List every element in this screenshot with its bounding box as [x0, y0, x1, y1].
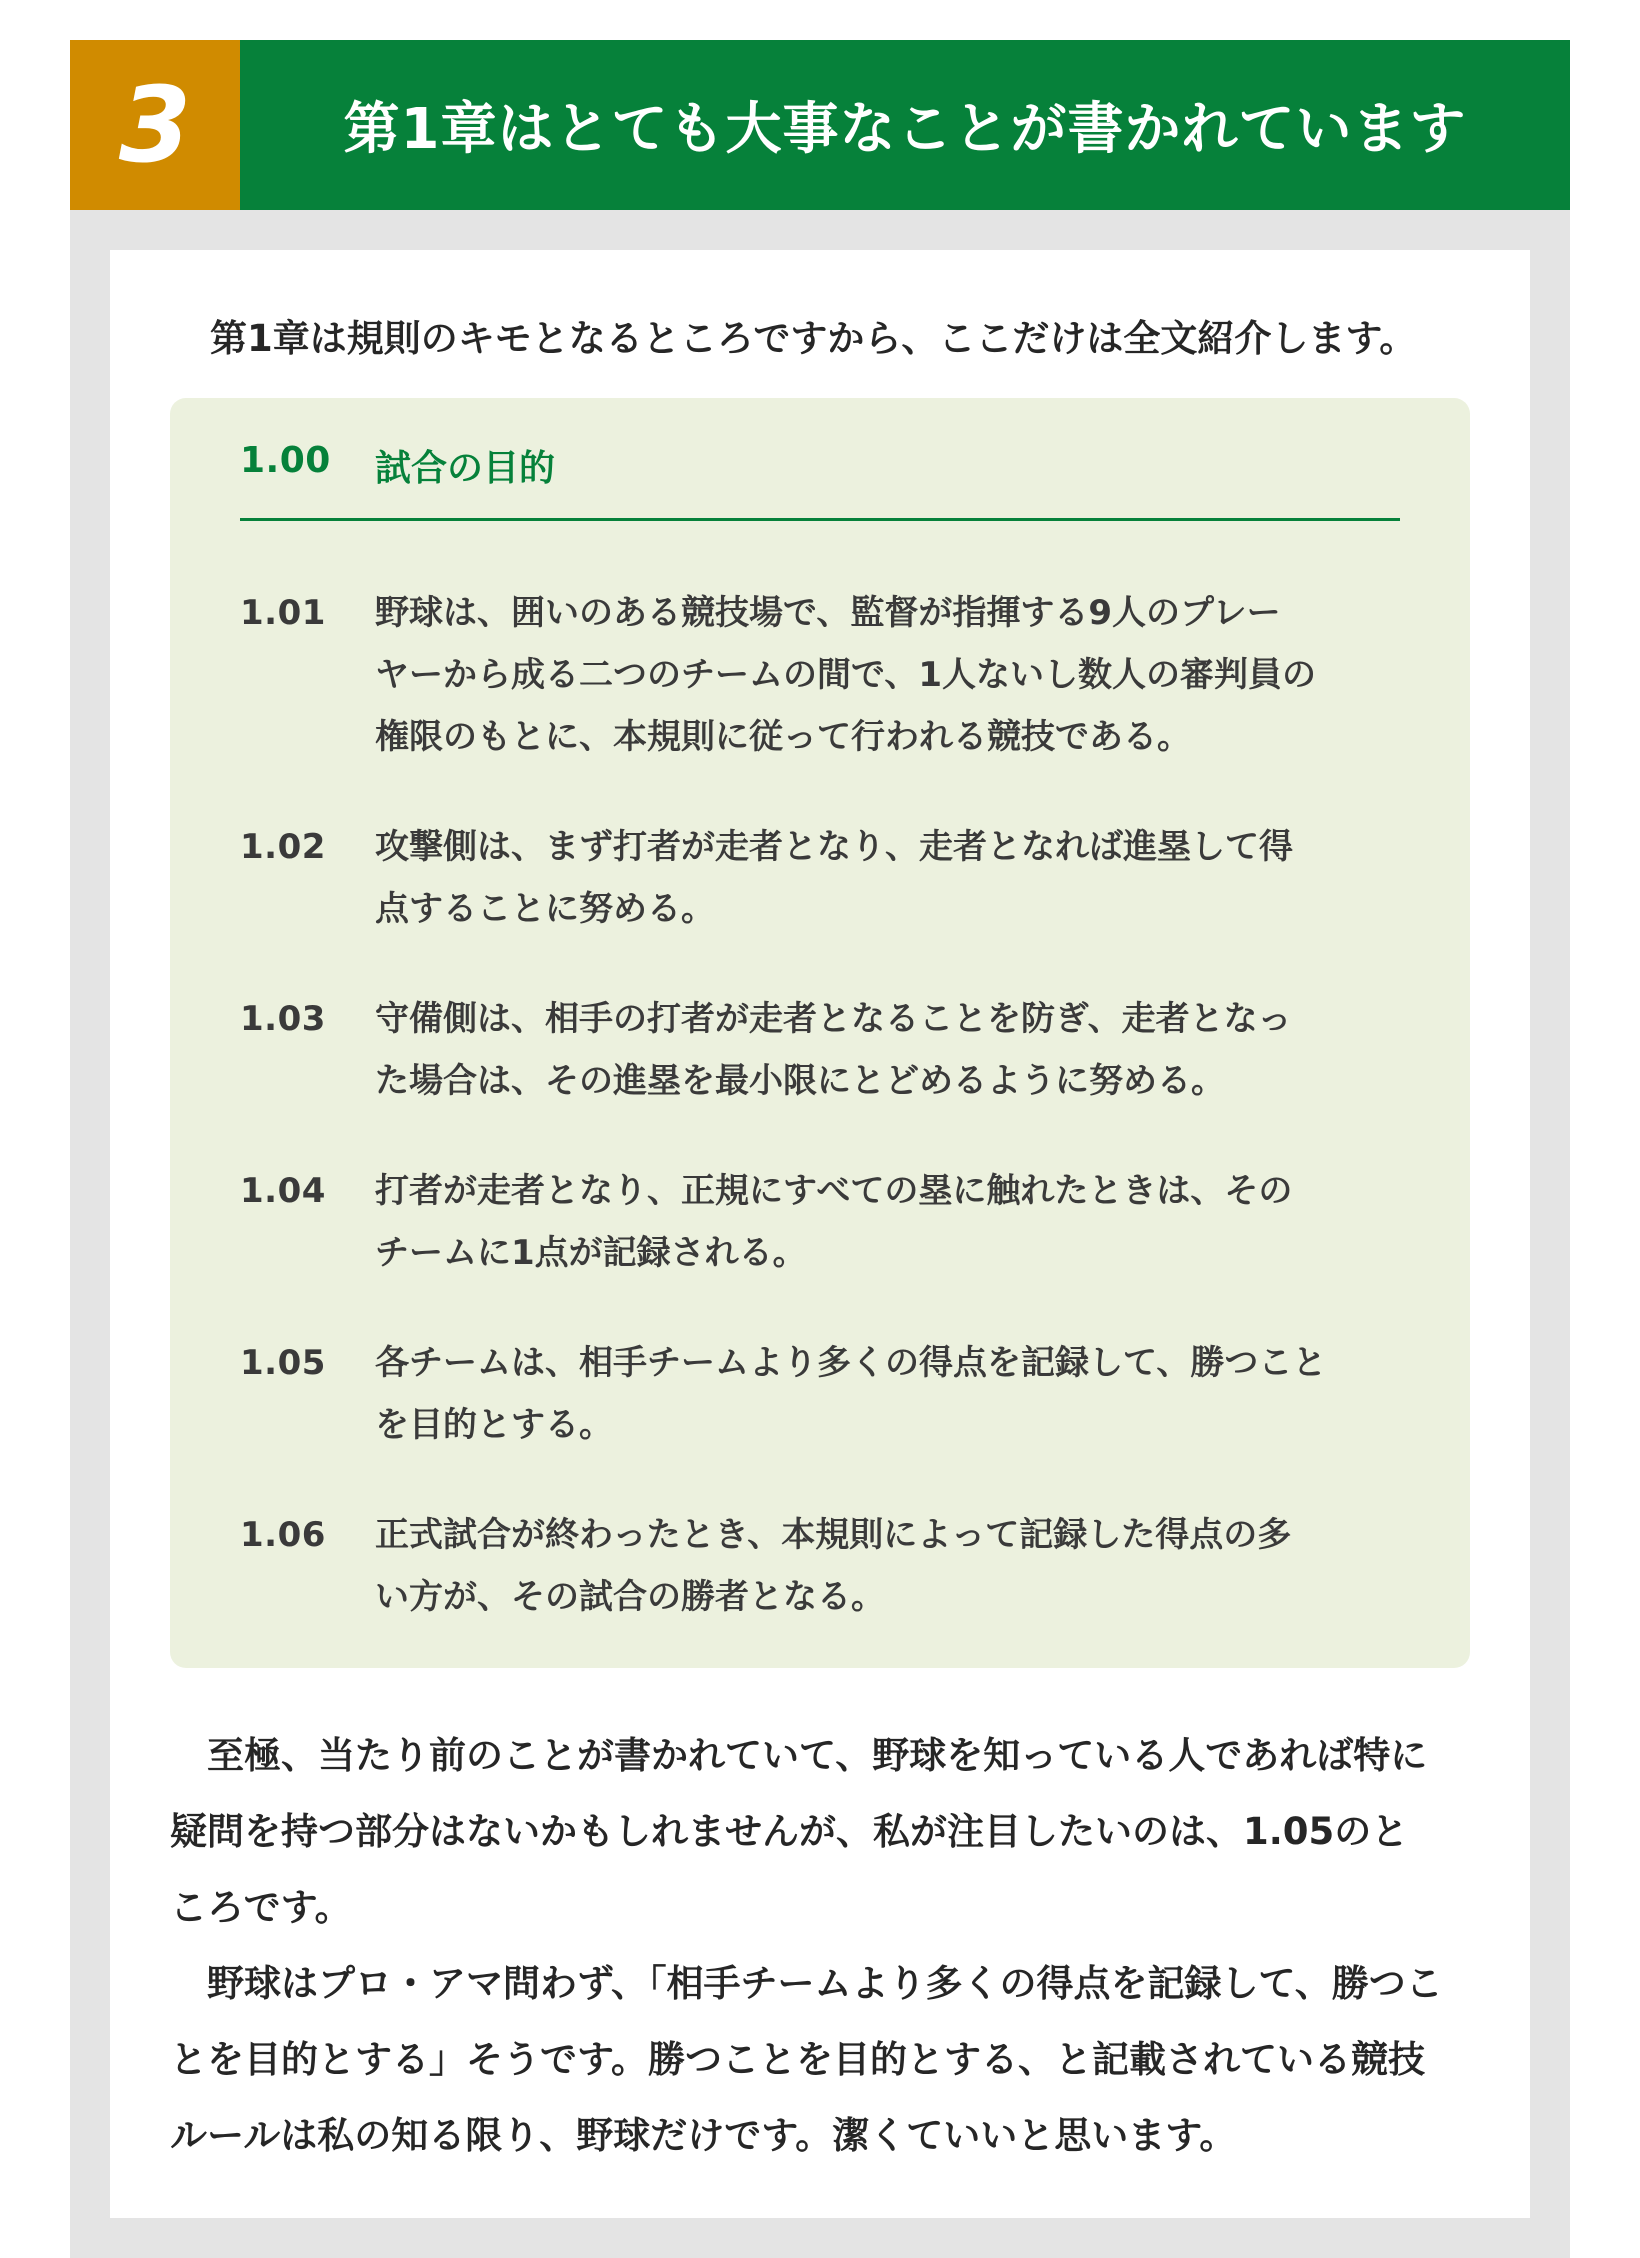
rule-number: 1.04 [240, 1171, 326, 1211]
page-frame [70, 40, 1570, 2258]
rule-number: 1.06 [240, 1515, 326, 1555]
rule-item [240, 1504, 1400, 1628]
rule-text: 正式試合が終わったとき、本規則によって記録した得点の多 い方が、その試合の勝者となる。 [375, 1515, 1292, 1617]
body-paragraph: 至極、当たり前のことが書かれていて、野球を知っている人であれば特に 疑問を持つ部分はないかもしれませんが、私が注目したいのは、1.05のと ころです。 [170, 1734, 1428, 1929]
content-panel [110, 250, 1530, 2218]
rules-heading-number: 1.00 [240, 440, 331, 481]
section-title-bar [240, 40, 1570, 210]
rule-number: 1.02 [240, 827, 326, 867]
rules-list [240, 582, 1400, 1676]
rule-text: 各チームは、相手チームより多くの得点を記録して、勝つこと を目的とする。 [375, 1343, 1327, 1445]
rule-item [240, 582, 1400, 768]
rules-box [170, 398, 1470, 1668]
body-text [170, 1718, 1480, 2174]
rule-number: 1.01 [240, 593, 326, 633]
rule-item [240, 816, 1400, 940]
rule-text: 守備側は、相手の打者が走者となることを防ぎ、走者となっ た場合は、その進塁を最小限にとどめるように努める。 [375, 999, 1292, 1101]
section-header [70, 40, 1570, 210]
section-number-badge: 3 [70, 40, 240, 210]
rule-number: 1.05 [240, 1343, 326, 1383]
rule-number: 1.03 [240, 999, 326, 1039]
rule-text: 野球は、囲いのある競技場で、監督が指揮する9人のプレー ヤーから成る二つのチームの間で、1人ないし数人の審判員の 権限のもとに、本規則に従って行われる競技である。 [375, 593, 1316, 757]
rules-heading-title: 試合の目的 [375, 448, 556, 489]
rule-item [240, 1160, 1400, 1284]
rule-item [240, 988, 1400, 1112]
rules-heading [240, 440, 1400, 521]
rule-item [240, 1332, 1400, 1456]
section-title: 第1章はとても大事なことが書かれています [343, 97, 1467, 162]
body-paragraph: 野球はプロ・アマ問わず、「相手チームより多くの得点を記録して、勝つこ とを目的とする」そうです。勝つことを目的とする、と記載されている競技 ルールは私の知る限り、野球だけです。潔くていいと思います。 [170, 1962, 1443, 2157]
rule-text: 攻撃側は、まず打者が走者となり、走者となれば進塁して得 点することに努める。 [375, 827, 1293, 929]
intro-text: 第1章は規則のキモとなるところですから、ここだけは全文紹介します。 [210, 317, 1417, 360]
rule-text: 打者が走者となり、正規にすべての塁に触れたときは、その チームに1点が記録される。 [375, 1171, 1293, 1273]
